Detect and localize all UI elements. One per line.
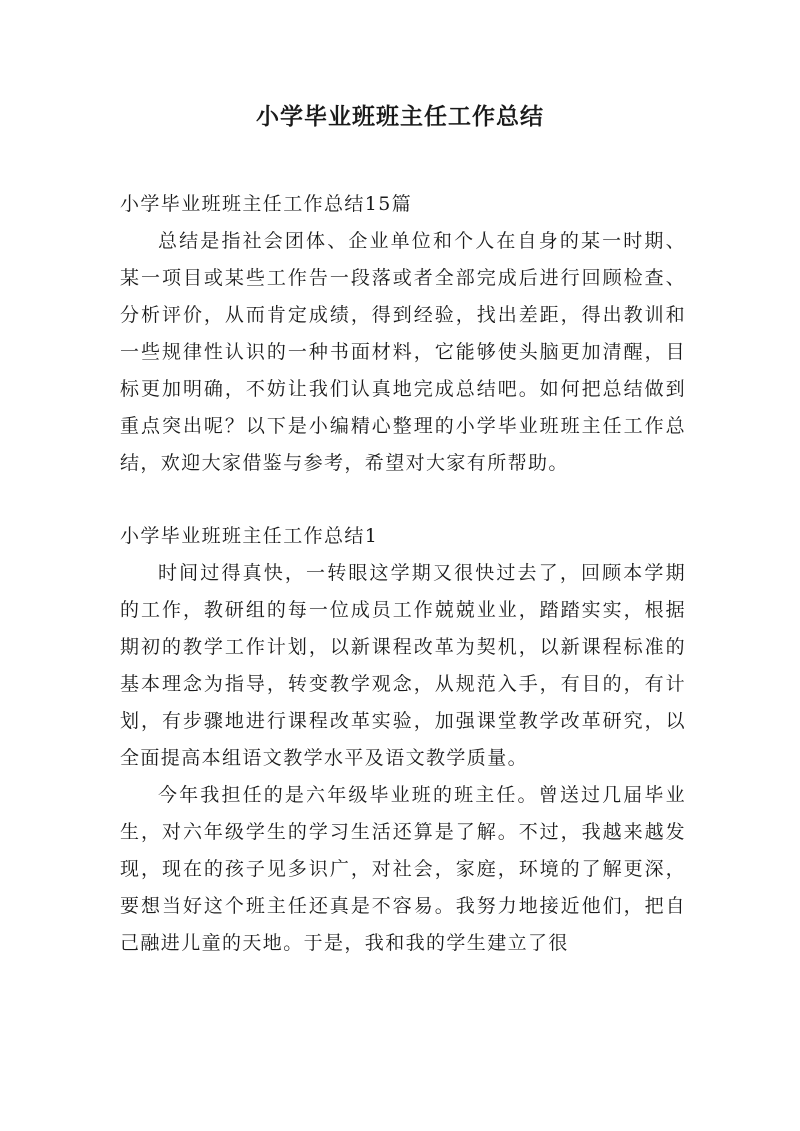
body-paragraph: 今年我担任的是六年级毕业班的班主任。曾送过几届毕业生，对六年级学生的学习生活还算是了解。不过，我越来越发现，现在的孩子见多识广，对社会，家庭，环境的了解更深，要想当好这个班主任还真是不容易。我努力地接近他们，把自己融进儿童的天地。于是，我和我的学生建立了很 <box>120 784 686 954</box>
body-paragraph: 时间过得真快，一转眼这学期又很快过去了，回顾本学期的工作，教研组的每一位成员工作兢兢业业，踏踏实实，根据期初的教学工作计划，以新课程改革为契机，以新课程标准的基本理念为指导，转变教学观念，从规范入手，有目的，有计划，有步骤地进行课程改革实验，加强课堂教学改革研究，以全面提高本组语文教学水平及语文教学质量。 <box>120 562 686 769</box>
section-heading: 小学毕业班班主任工作总结1 <box>120 525 379 547</box>
document-body <box>120 186 686 962</box>
document-title: 小学毕业班班主任工作总结 <box>256 104 544 130</box>
intro-paragraph: 总结是指社会团体、企业单位和个人在自身的某一时期、某一项目或某些工作告一段落或者全部完成后进行回顾检查、分析评价，从而肯定成绩，得到经验，找出差距，得出教训和一些规律性认识的一种书面材料，它能够使头脑更加清醒，目标更加明确，不妨让我们认真地完成总结吧。如何把总结做到重点突出呢？以下是小编精心整理的小学毕业班班主任工作总结，欢迎大家借鉴与参考，希望对大家有所帮助。 <box>120 230 686 474</box>
document-subtitle: 小学毕业班班主任工作总结15篇 <box>120 193 413 215</box>
section-spacer <box>120 482 686 518</box>
